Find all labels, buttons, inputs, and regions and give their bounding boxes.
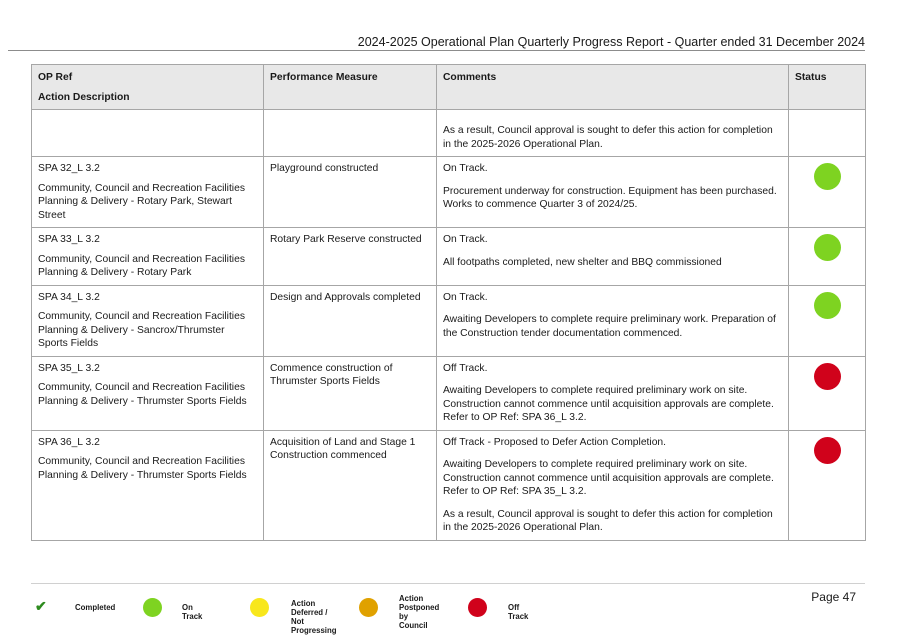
header-divider xyxy=(8,50,865,51)
cell-comments xyxy=(437,356,789,430)
legend-on-track-label: On Track xyxy=(182,603,203,621)
deferred-dot-icon xyxy=(250,598,269,617)
action-description-value: Community, Council and Recreation Facilities Planning & Delivery - Thrumster Sports Fields xyxy=(38,456,247,481)
cell-op-ref xyxy=(32,285,264,356)
op-ref-label: OP Ref xyxy=(38,72,73,83)
op-ref-value: SPA 33_L 3.2 xyxy=(38,234,100,245)
on-track-dot-icon xyxy=(143,598,162,617)
comment-paragraph: On Track. xyxy=(443,163,488,174)
postponed-dot-icon xyxy=(359,598,378,617)
col-header-status: Status xyxy=(789,65,866,110)
legend-deferred-label xyxy=(291,599,337,635)
cell-performance-measure: Rotary Park Reserve constructed xyxy=(264,228,437,286)
action-description-label: Action Description xyxy=(38,91,130,103)
comment-paragraph: As a result, Council approval is sought to defer this action for completion in the 2025-2026 Operational Plan. xyxy=(443,125,773,150)
table-row xyxy=(32,157,866,228)
comment-paragraph: All footpaths completed, new shelter and BBQ commissioned xyxy=(443,256,722,268)
cell-status xyxy=(789,356,866,430)
report-title: 2024-2025 Operational Plan Quarterly Progress Report - Quarter ended 31 December 2024 xyxy=(357,35,865,49)
op-ref-value: SPA 35_L 3.2 xyxy=(38,362,100,374)
legend-postponed-label xyxy=(399,594,439,630)
on-track-status-icon xyxy=(814,163,841,190)
off-track-status-icon xyxy=(814,437,841,464)
cell-op-ref xyxy=(32,110,264,157)
legend-off-track-label: Off Track xyxy=(508,603,529,621)
cell-status xyxy=(789,157,866,228)
cell-performance-measure xyxy=(264,110,437,157)
cell-op-ref xyxy=(32,356,264,430)
comment-paragraph: On Track. xyxy=(443,291,488,303)
cell-performance-measure: Design and Approvals completed xyxy=(264,285,437,356)
cell-status xyxy=(789,110,866,157)
cell-performance-measure: Playground constructed xyxy=(264,157,437,228)
cell-comments xyxy=(437,157,789,228)
cell-status xyxy=(789,228,866,286)
table-row xyxy=(32,285,866,356)
page-number: Page 47 xyxy=(811,590,856,604)
cell-performance-measure: Commence construction of Thrumster Sports Fields xyxy=(264,356,437,430)
op-ref-value: SPA 34_L 3.2 xyxy=(38,291,100,303)
action-description-value: Community, Council and Recreation Facilities Planning & Delivery - Rotary Park xyxy=(38,253,245,278)
legend-postponed-line2: Postponed by xyxy=(399,603,440,621)
col-header-op-ref xyxy=(32,65,264,110)
table-header-row xyxy=(32,65,866,110)
action-description-value: Community, Council and Recreation Facilities Planning & Delivery - Rotary Park, Stewart Street xyxy=(38,182,245,221)
cell-comments xyxy=(437,430,789,540)
off-track-status-icon xyxy=(814,363,841,390)
cell-op-ref xyxy=(32,430,264,540)
legend-postponed-line1: Action xyxy=(399,594,424,603)
legend-deferred-line2: Not Progressing xyxy=(291,617,337,635)
progress-table xyxy=(31,64,866,541)
check-icon: ✔ xyxy=(35,598,47,614)
table-row xyxy=(32,228,866,286)
col-header-comments: Comments xyxy=(437,65,789,110)
comment-paragraph: On Track. xyxy=(443,234,488,245)
off-track-dot-icon xyxy=(468,598,487,617)
table-row xyxy=(32,356,866,430)
action-description-value: Community, Council and Recreation Facilities Planning & Delivery - Thrumster Sports Fields xyxy=(38,382,247,407)
cell-comments xyxy=(437,110,789,157)
comment-paragraph: Off Track. xyxy=(443,362,488,374)
legend-postponed-line3: Council xyxy=(399,621,428,630)
footer-divider xyxy=(31,583,865,584)
action-description-value: Community, Council and Recreation Facilities Planning & Delivery - Sancrox/Thrumster Sports Fields xyxy=(38,311,245,349)
cell-op-ref xyxy=(32,157,264,228)
table-row xyxy=(32,430,866,540)
comment-paragraph: Awaiting Developers to complete required preliminary work on site. Construction cannot commence until acquisition approvals are complete. Refer to OP Ref: SPA 35_L 3.2. xyxy=(443,459,774,497)
legend-deferred-line1: Action Deferred / xyxy=(291,599,328,617)
op-ref-value: SPA 36_L 3.2 xyxy=(38,436,100,448)
comment-paragraph: Awaiting Developers to complete require preliminary work. Preparation of the Construction tender documentation commenced. xyxy=(443,314,776,339)
on-track-status-icon xyxy=(814,292,841,319)
comment-paragraph: Procurement underway for construction. Equipment has been purchased. Works to commence Quarter 3 of 2024/25. xyxy=(443,185,777,210)
cell-comments xyxy=(437,285,789,356)
comment-paragraph: Awaiting Developers to complete required preliminary work on site. Construction cannot commence until acquisition approvals are complete. Refer to OP Ref: SPA 36_L 3.2. xyxy=(443,385,774,423)
legend-completed-label: Completed xyxy=(75,603,116,612)
table-body xyxy=(32,110,866,541)
table-row xyxy=(32,110,866,157)
col-header-performance-measure: Performance Measure xyxy=(264,65,437,110)
cell-performance-measure: Acquisition of Land and Stage 1 Construction commenced xyxy=(264,430,437,540)
cell-comments xyxy=(437,228,789,286)
comment-paragraph: Off Track - Proposed to Defer Action Completion. xyxy=(443,436,667,448)
cell-status xyxy=(789,285,866,356)
comment-paragraph: As a result, Council approval is sought to defer this action for completion in the 2025-2026 Operational Plan. xyxy=(443,508,773,533)
cell-status xyxy=(789,430,866,540)
op-ref-value: SPA 32_L 3.2 xyxy=(38,163,100,174)
cell-op-ref xyxy=(32,228,264,286)
on-track-status-icon xyxy=(814,234,841,261)
